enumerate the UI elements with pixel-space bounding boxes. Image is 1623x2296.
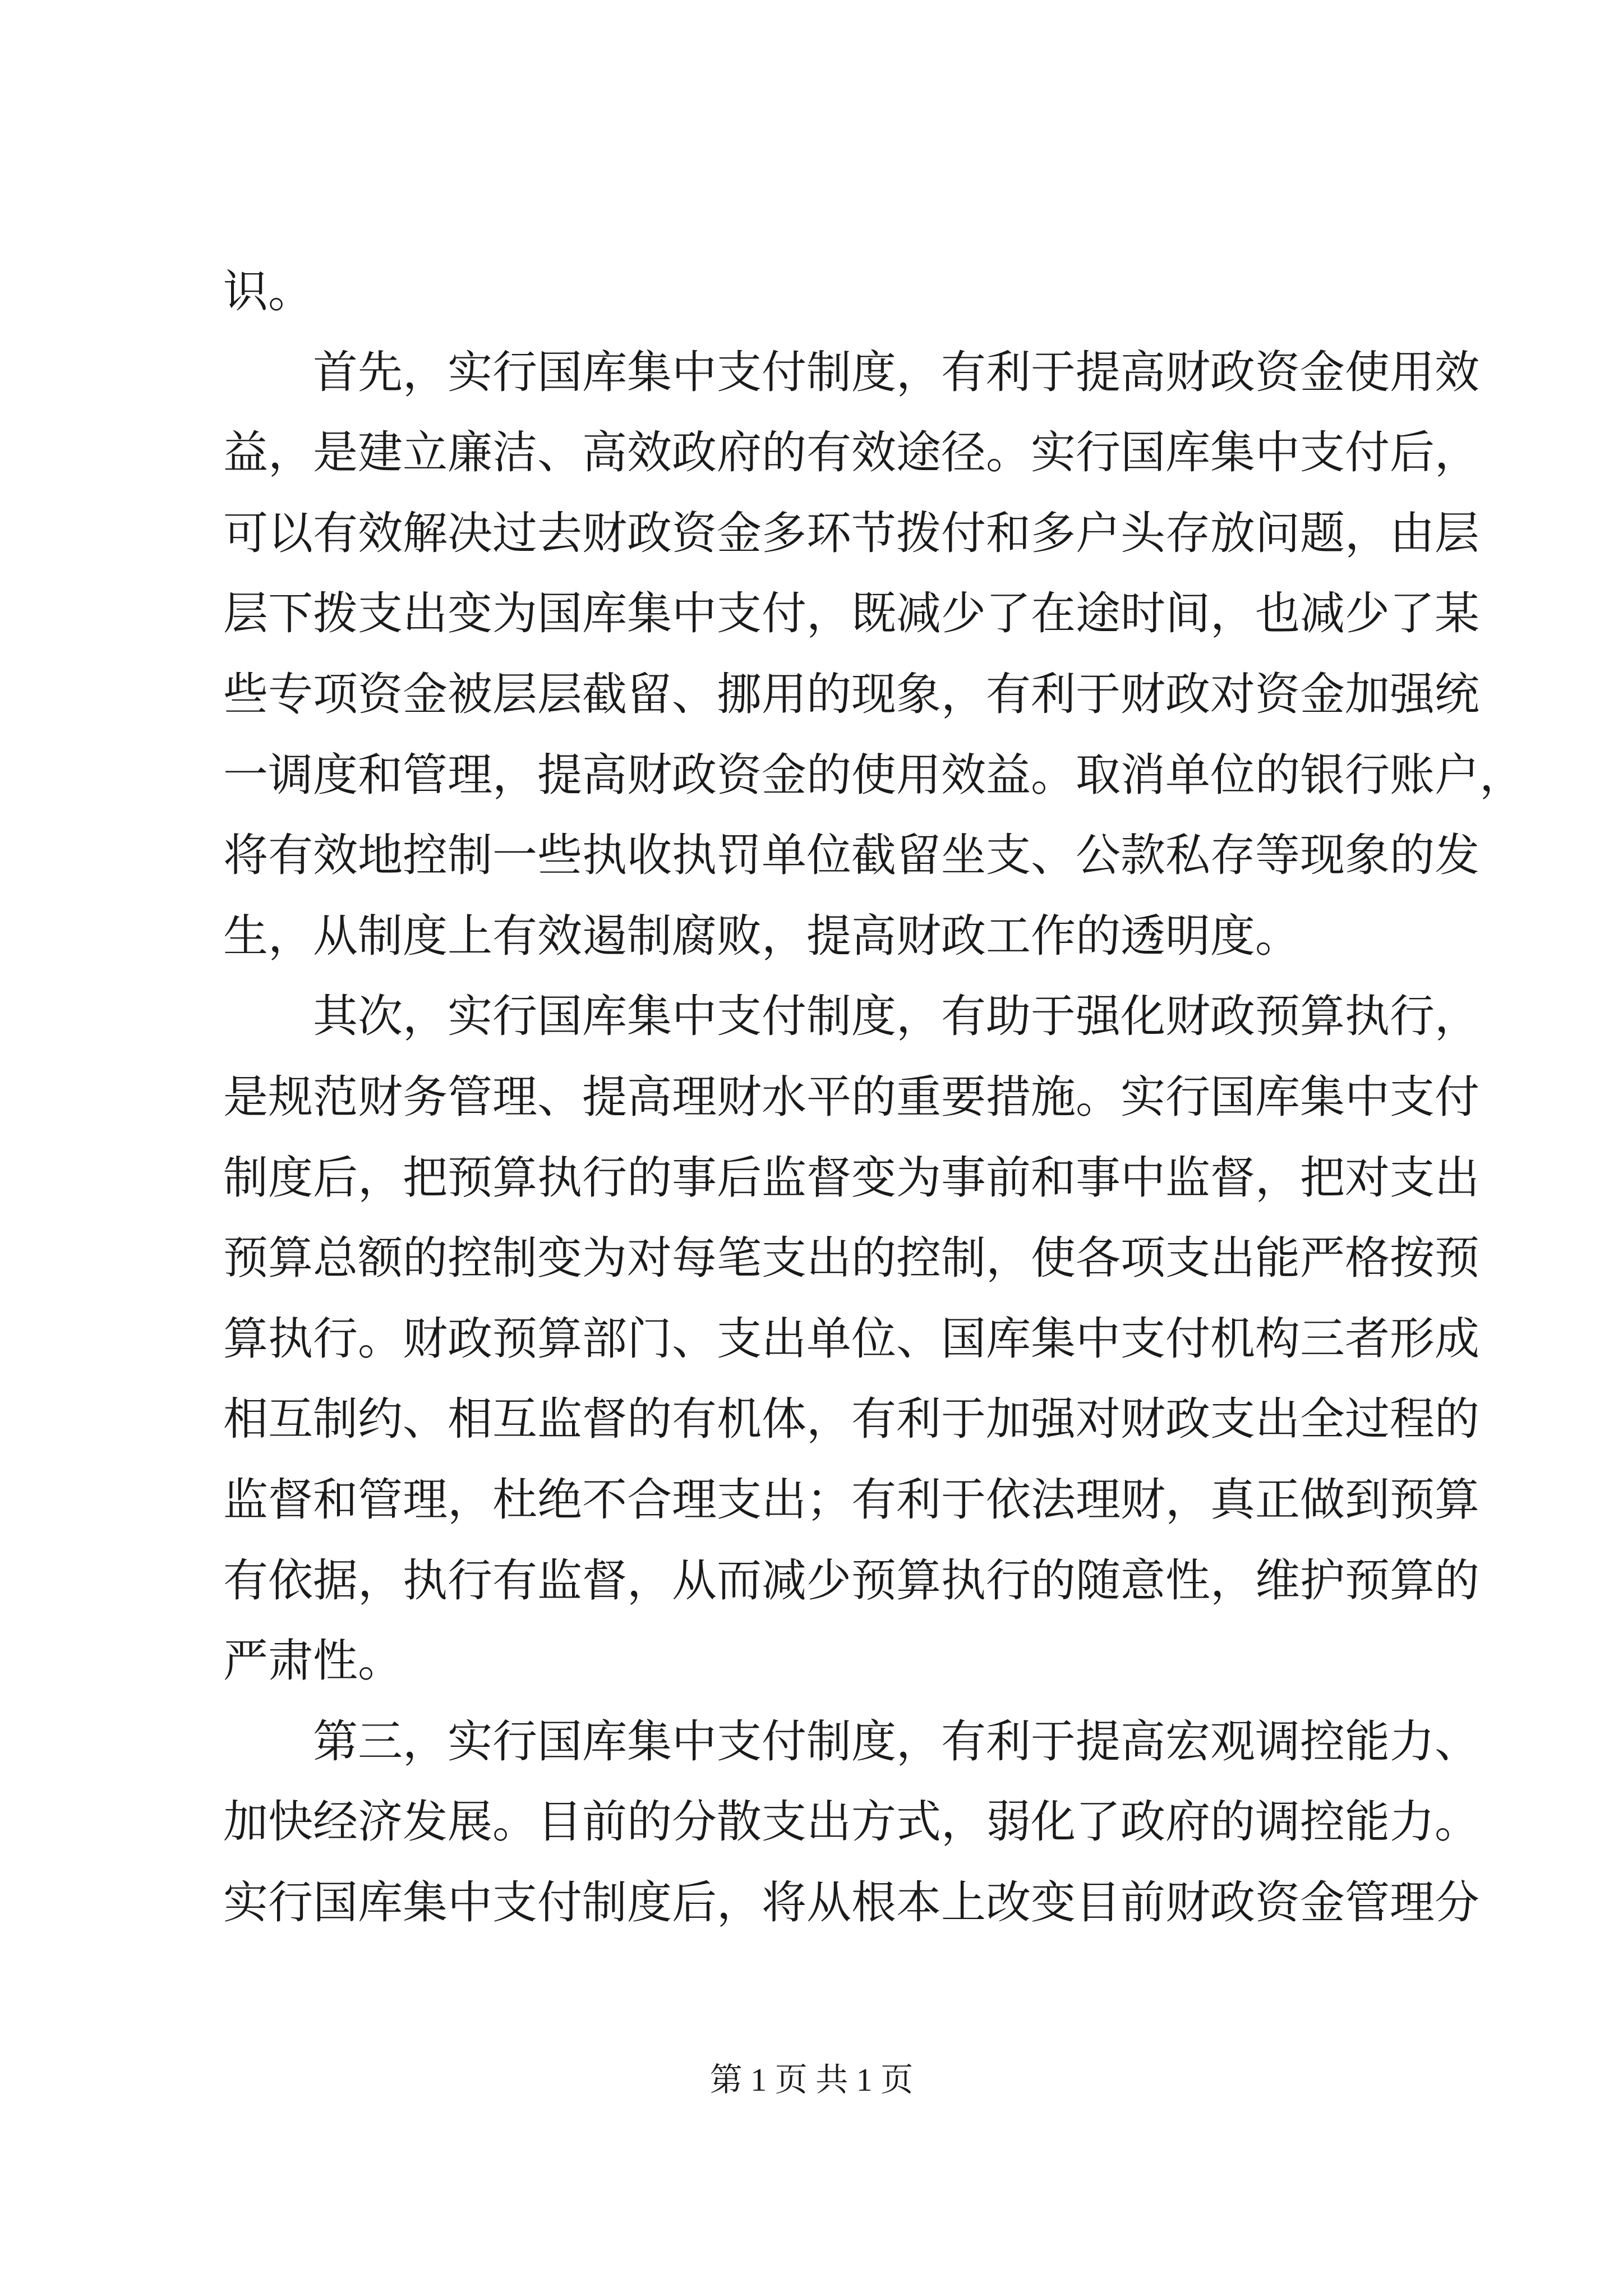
text-line: 一调度和管理，提高财政资金的使用效益。取消单位的银行账户，: [223, 748, 1524, 801]
text-line: 有依据，执行有监督，从而减少预算执行的随意性，维护预算的: [223, 1554, 1479, 1607]
text-line: 制度后，把预算执行的事后监督变为事前和事中监督，把对支出: [223, 1151, 1479, 1204]
text-line: 是规范财务管理、提高理财水平的重要措施。实行国库集中支付: [223, 1070, 1479, 1123]
page-footer: [0, 2053, 1623, 2100]
text-line: 严肃性。: [223, 1635, 403, 1687]
paragraph-first-line: 其次，实行国库集中支付制度，有助于强化财政预算执行，: [313, 990, 1479, 1043]
text-line: 预算总额的控制变为对每笔支出的控制，使各项支出能严格按预: [223, 1232, 1479, 1285]
paragraph-first-line: 第三，实行国库集中支付制度，有利于提高宏观调控能力、: [313, 1715, 1479, 1768]
text-line: 相互制约、相互监督的有机体，有利于加强对财政支出全过程的: [223, 1393, 1479, 1446]
text-line: 些专项资金被层层截留、挪用的现象，有利于财政对资金加强统: [223, 668, 1479, 720]
body-text: [223, 251, 1524, 1943]
text-line: 益，是建立廉洁、高效政府的有效途径。实行国库集中支付后，: [223, 426, 1479, 479]
text-line: 算执行。财政预算部门、支出单位、国库集中支付机构三者形成: [223, 1312, 1479, 1365]
text-line: 生，从制度上有效遏制腐败，提高财政工作的透明度。: [223, 909, 1300, 962]
text-line: 层下拨支出变为国库集中支付，既减少了在途时间，也减少了某: [223, 587, 1479, 640]
text-line: 监督和管理，杜绝不合理支出；有利于依法理财，真正做到预算: [223, 1473, 1479, 1526]
text-line: 加快经济发展。目前的分散支出方式，弱化了政府的调控能力。: [223, 1796, 1479, 1848]
paragraph-first-line: 首先，实行国库集中支付制度，有利于提高财政资金使用效: [313, 346, 1479, 398]
text-line: 将有效地控制一些执收执罚单位截留坐支、公款私存等现象的发: [223, 829, 1479, 882]
text-line: 识。: [223, 265, 313, 318]
text-line: 可以有效解决过去财政资金多环节拨付和多户头存放问题，由层: [223, 507, 1479, 559]
text-line: 实行国库集中支付制度后，将从根本上改变目前财政资金管理分: [223, 1876, 1479, 1929]
page-number-label: 第 1 页 共 1 页: [709, 2062, 914, 2098]
